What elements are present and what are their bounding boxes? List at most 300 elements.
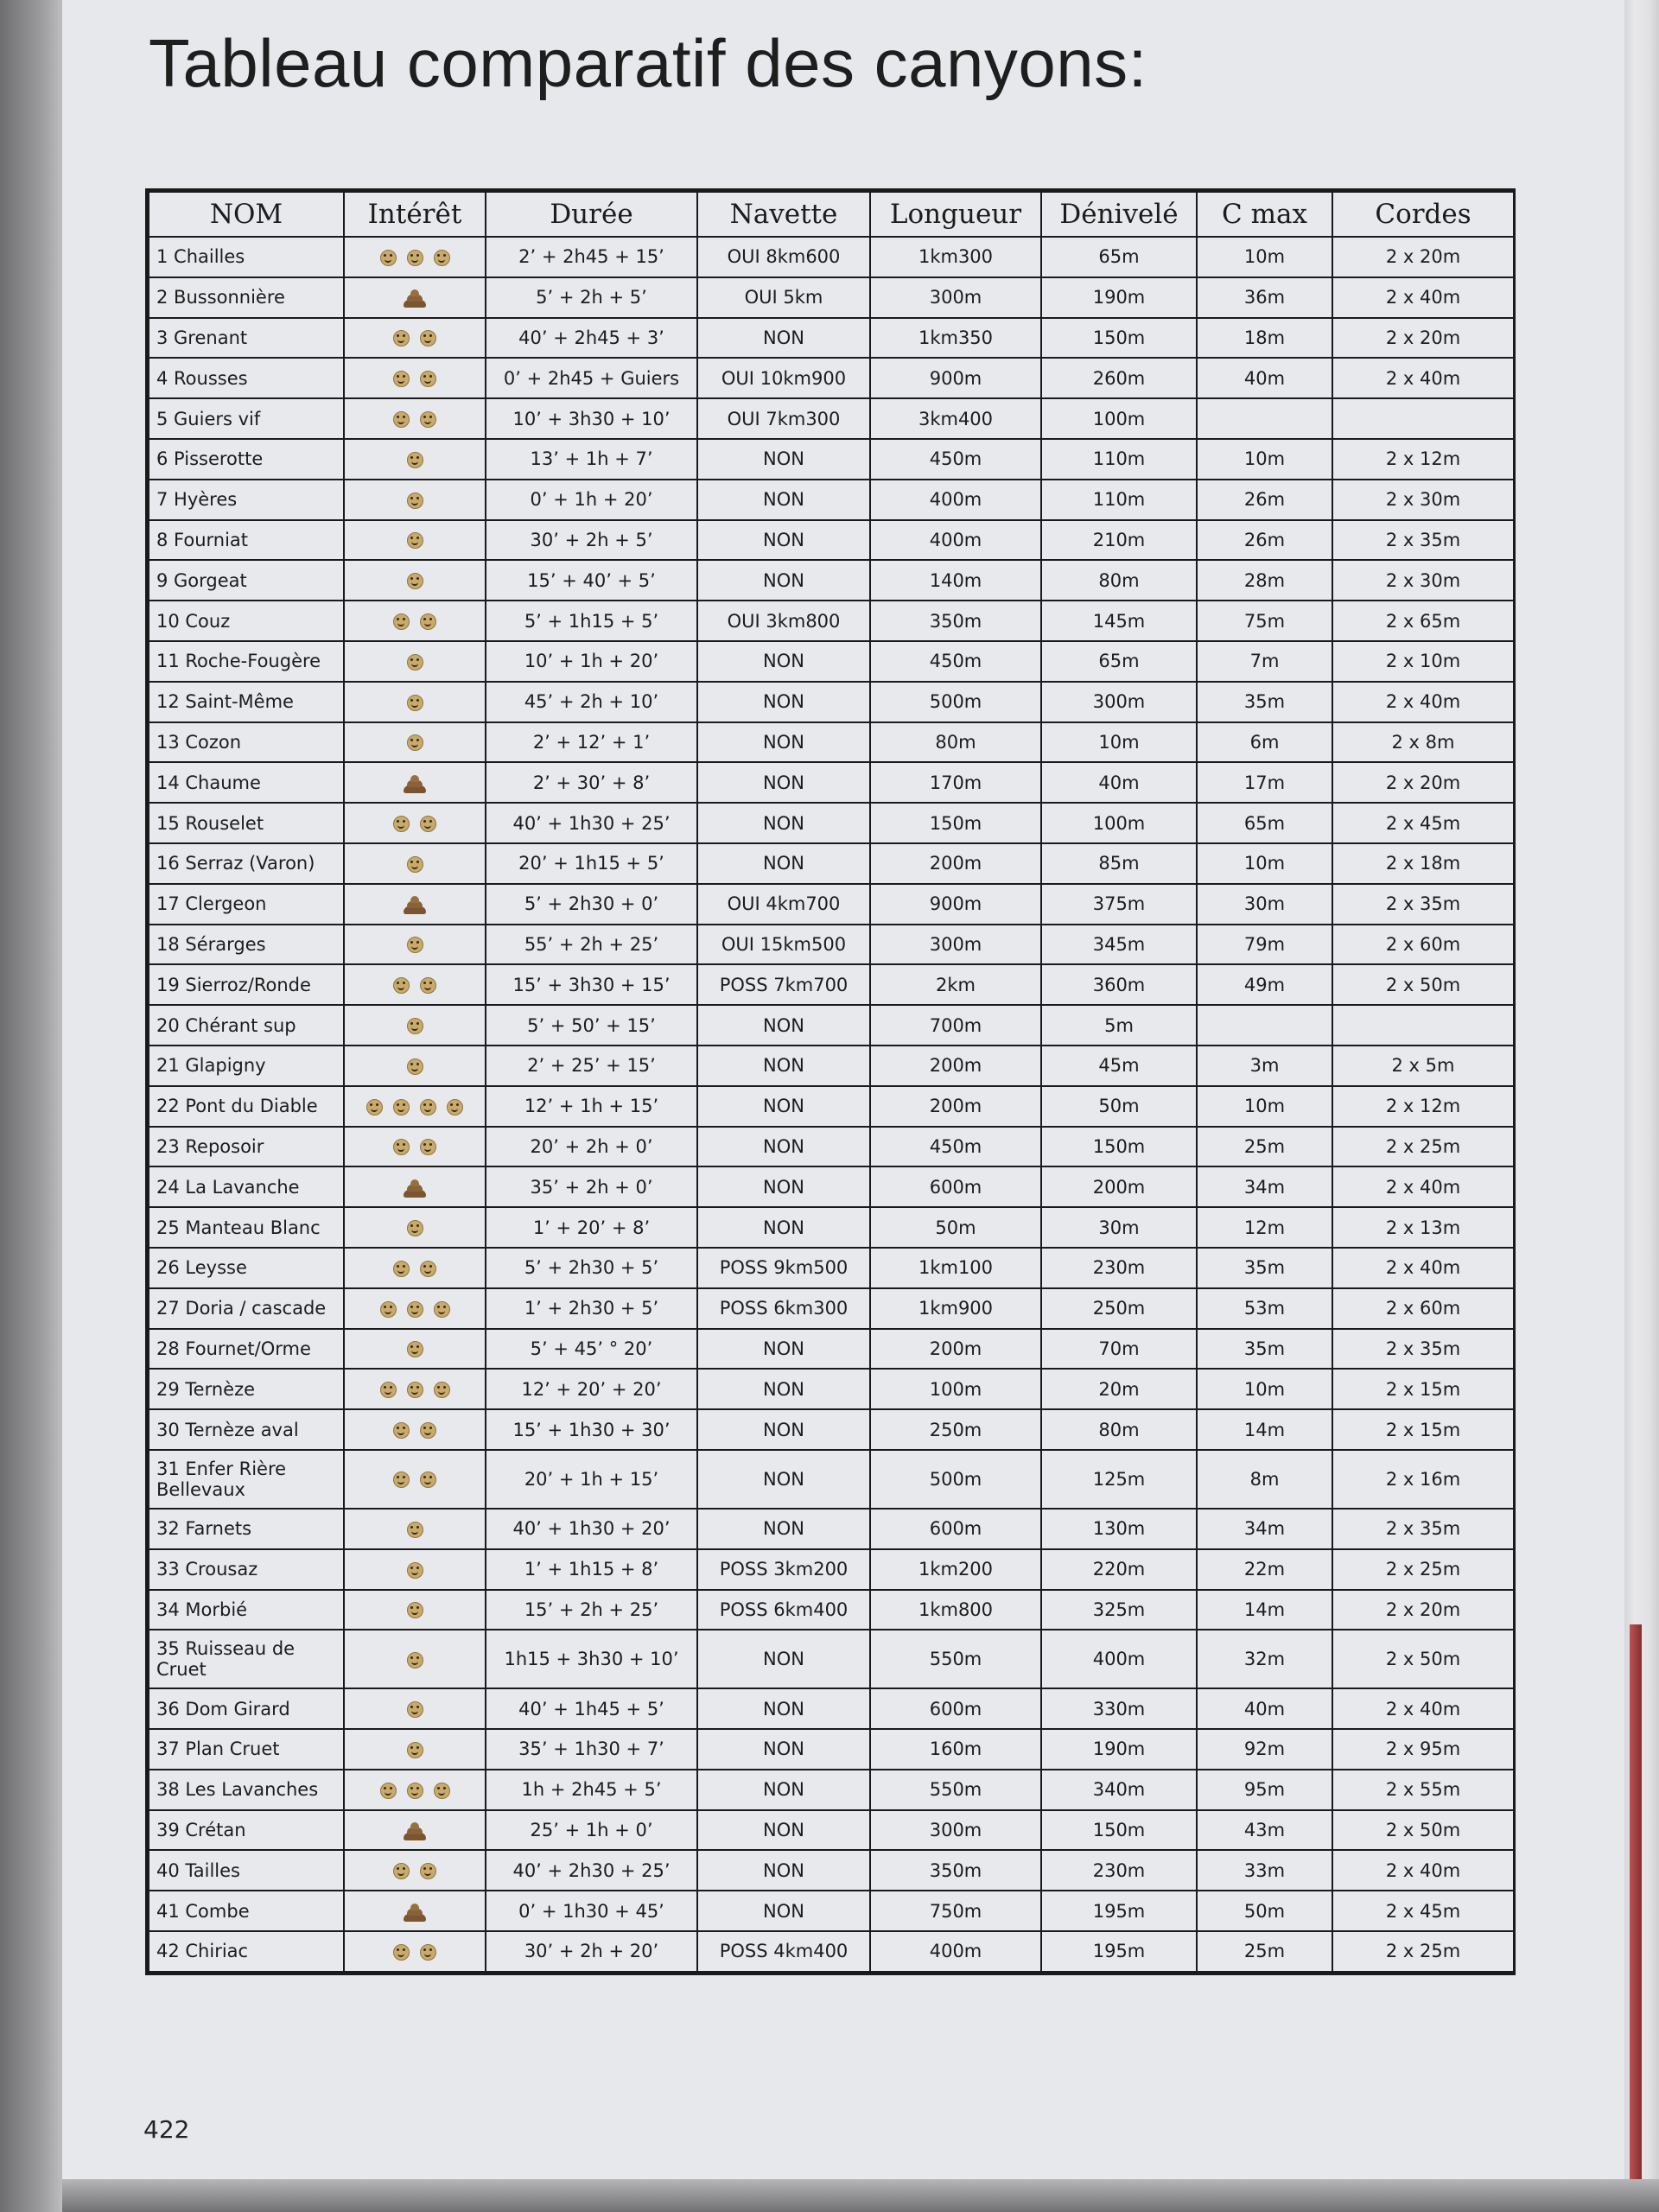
canyon-comparison-table — [145, 188, 1516, 1975]
cell-interet — [344, 803, 486, 843]
cell-cordes: 2 x 40m — [1332, 1850, 1514, 1891]
cell-name: 12 Saint-Même — [149, 682, 344, 722]
cell-cmax: 34m — [1197, 1509, 1332, 1549]
smiley-icon — [434, 1301, 450, 1318]
cell-duree: 30’ + 2h + 20’ — [486, 1931, 697, 1972]
cell-cordes: 2 x 15m — [1332, 1409, 1514, 1450]
cell-denivele: 65m — [1041, 237, 1197, 277]
cell-cmax: 26m — [1197, 480, 1332, 520]
cell-interet — [344, 1810, 486, 1851]
cell-denivele: 400m — [1041, 1630, 1197, 1688]
cell-cordes: 2 x 35m — [1332, 884, 1514, 925]
book-gutter-shadow — [0, 0, 69, 2212]
cell-cmax: 3m — [1197, 1046, 1332, 1086]
cell-cordes: 2 x 8m — [1332, 722, 1514, 763]
cell-interet — [344, 1850, 486, 1891]
cell-cordes: 2 x 20m — [1332, 762, 1514, 803]
cell-duree: 55’ + 2h + 25’ — [486, 925, 697, 965]
cell-cordes: 2 x 18m — [1332, 843, 1514, 884]
cell-cmax: 10m — [1197, 1086, 1332, 1127]
cell-cmax: 95m — [1197, 1770, 1332, 1810]
cell-cordes: 2 x 20m — [1332, 1590, 1514, 1630]
cell-denivele: 230m — [1041, 1248, 1197, 1288]
cell-navette: NON — [697, 1369, 870, 1409]
cell-navette: NON — [697, 682, 870, 722]
cell-duree: 1h15 + 3h30 + 10’ — [486, 1630, 697, 1688]
cell-name: 3 Grenant — [149, 318, 344, 359]
cell-denivele: 190m — [1041, 1729, 1197, 1770]
cell-denivele: 80m — [1041, 1409, 1197, 1450]
smiley-icon — [407, 452, 423, 468]
table-row — [149, 1810, 1514, 1851]
cell-interet — [344, 398, 486, 439]
cell-duree: 5’ + 1h15 + 5’ — [486, 601, 697, 641]
table-row — [149, 1127, 1514, 1167]
column-header-navette: Navette — [697, 192, 870, 237]
cell-longueur: 150m — [870, 803, 1041, 843]
smiley-icon — [434, 1382, 450, 1398]
cell-name: 14 Chaume — [149, 762, 344, 803]
cell-denivele: 110m — [1041, 439, 1197, 480]
cell-navette: OUI 8km600 — [697, 237, 870, 277]
table-row — [149, 1005, 1514, 1046]
cell-cmax: 53m — [1197, 1288, 1332, 1329]
smiley-icon — [380, 1783, 397, 1799]
poo-icon — [404, 1179, 426, 1198]
cell-longueur: 300m — [870, 1810, 1041, 1851]
cell-interet — [344, 358, 486, 398]
cell-name: 30 Ternèze aval — [149, 1409, 344, 1450]
cell-cmax: 43m — [1197, 1810, 1332, 1851]
cell-longueur: 200m — [870, 1086, 1041, 1127]
smiley-icon — [407, 654, 423, 671]
cell-name: 9 Gorgeat — [149, 560, 344, 601]
cell-cordes — [1332, 1005, 1514, 1046]
cell-cmax: 49m — [1197, 964, 1332, 1005]
cell-interet — [344, 682, 486, 722]
table-header-row — [149, 192, 1514, 237]
table-row — [149, 843, 1514, 884]
cell-name: 7 Hyères — [149, 480, 344, 520]
cell-cordes: 2 x 40m — [1332, 358, 1514, 398]
cell-navette: POSS 9km500 — [697, 1248, 870, 1288]
cell-navette: NON — [697, 1729, 870, 1770]
cell-denivele: 195m — [1041, 1931, 1197, 1972]
cell-cordes: 2 x 45m — [1332, 1891, 1514, 1931]
cell-name: 32 Farnets — [149, 1509, 344, 1549]
cell-denivele: 200m — [1041, 1166, 1197, 1207]
cell-denivele: 10m — [1041, 722, 1197, 763]
cell-cmax: 25m — [1197, 1127, 1332, 1167]
cell-cordes: 2 x 60m — [1332, 925, 1514, 965]
cell-cordes: 2 x 16m — [1332, 1450, 1514, 1509]
cell-navette: NON — [697, 762, 870, 803]
cell-cordes: 2 x 13m — [1332, 1207, 1514, 1248]
cell-denivele: 340m — [1041, 1770, 1197, 1810]
cell-cordes: 2 x 60m — [1332, 1288, 1514, 1329]
cell-longueur: 1km200 — [870, 1549, 1041, 1590]
cell-cmax: 79m — [1197, 925, 1332, 965]
cell-name: 28 Fournet/Orme — [149, 1329, 344, 1370]
cell-longueur: 80m — [870, 722, 1041, 763]
cell-cordes: 2 x 25m — [1332, 1127, 1514, 1167]
cell-duree: 35’ + 2h + 0’ — [486, 1166, 697, 1207]
cell-cordes: 2 x 30m — [1332, 480, 1514, 520]
cell-duree: 35’ + 1h30 + 7’ — [486, 1729, 697, 1770]
cell-interet — [344, 1127, 486, 1167]
cell-cmax: 28m — [1197, 560, 1332, 601]
cell-denivele: 375m — [1041, 884, 1197, 925]
cell-denivele: 150m — [1041, 1810, 1197, 1851]
cell-interet — [344, 560, 486, 601]
cell-duree: 1’ + 1h15 + 8’ — [486, 1549, 697, 1590]
cell-navette: NON — [697, 843, 870, 884]
smiley-icon — [407, 937, 423, 953]
cell-cordes: 2 x 12m — [1332, 1086, 1514, 1127]
cell-interet — [344, 843, 486, 884]
table-row — [149, 884, 1514, 925]
cell-name: 40 Tailles — [149, 1850, 344, 1891]
cell-longueur: 400m — [870, 520, 1041, 561]
table-row — [149, 1850, 1514, 1891]
cell-name: 37 Plan Cruet — [149, 1729, 344, 1770]
table-row — [149, 480, 1514, 520]
cell-duree: 13’ + 1h + 7’ — [486, 439, 697, 480]
cell-name: 17 Clergeon — [149, 884, 344, 925]
smiley-icon — [407, 1220, 423, 1236]
cell-longueur: 900m — [870, 358, 1041, 398]
cell-longueur: 160m — [870, 1729, 1041, 1770]
smiley-icon — [407, 1742, 423, 1758]
cell-cordes: 2 x 40m — [1332, 1688, 1514, 1729]
table-row — [149, 318, 1514, 359]
cell-longueur: 200m — [870, 843, 1041, 884]
table-row — [149, 1509, 1514, 1549]
cell-longueur: 50m — [870, 1207, 1041, 1248]
table-row — [149, 398, 1514, 439]
smiley-icon — [420, 613, 436, 630]
cell-cmax: 32m — [1197, 1630, 1332, 1688]
smiley-icon — [393, 411, 410, 428]
cell-interet — [344, 1688, 486, 1729]
cell-longueur: 750m — [870, 1891, 1041, 1931]
table-row — [149, 762, 1514, 803]
cell-interet — [344, 1931, 486, 1972]
table-row — [149, 641, 1514, 682]
cell-cmax: 6m — [1197, 722, 1332, 763]
cell-cordes: 2 x 12m — [1332, 439, 1514, 480]
cell-duree: 40’ + 1h30 + 20’ — [486, 1509, 697, 1549]
cell-name: 35 Ruisseau de Cruet — [149, 1630, 344, 1688]
cell-denivele: 45m — [1041, 1046, 1197, 1086]
cell-denivele: 330m — [1041, 1688, 1197, 1729]
cell-duree: 40’ + 1h45 + 5’ — [486, 1688, 697, 1729]
cell-longueur: 170m — [870, 762, 1041, 803]
cell-duree: 5’ + 45’ ° 20’ — [486, 1329, 697, 1370]
cell-cmax: 34m — [1197, 1166, 1332, 1207]
smiley-icon — [393, 371, 410, 387]
cell-navette: NON — [697, 1086, 870, 1127]
column-header-duree: Durée — [486, 192, 697, 237]
smiley-icon — [393, 330, 410, 346]
table-row — [149, 1369, 1514, 1409]
cell-cmax: 12m — [1197, 1207, 1332, 1248]
cell-denivele: 145m — [1041, 601, 1197, 641]
cell-cordes: 2 x 95m — [1332, 1729, 1514, 1770]
cell-cmax: 8m — [1197, 1450, 1332, 1509]
cell-navette: NON — [697, 1046, 870, 1086]
cell-duree: 30’ + 2h + 5’ — [486, 520, 697, 561]
cell-duree: 5’ + 2h30 + 5’ — [486, 1248, 697, 1288]
cell-interet — [344, 884, 486, 925]
smiley-icon — [393, 816, 410, 832]
smiley-icon — [380, 250, 397, 266]
cell-longueur: 1km300 — [870, 237, 1041, 277]
cell-cordes: 2 x 5m — [1332, 1046, 1514, 1086]
cell-duree: 1’ + 2h30 + 5’ — [486, 1288, 697, 1329]
cell-interet — [344, 277, 486, 318]
cell-duree: 15’ + 3h30 + 15’ — [486, 964, 697, 1005]
cell-longueur: 600m — [870, 1509, 1041, 1549]
table-row — [149, 1770, 1514, 1810]
cell-longueur: 550m — [870, 1630, 1041, 1688]
cell-denivele: 130m — [1041, 1509, 1197, 1549]
cell-longueur: 300m — [870, 925, 1041, 965]
cell-denivele: 125m — [1041, 1450, 1197, 1509]
table-row — [149, 964, 1514, 1005]
smiley-icon — [420, 816, 436, 832]
smiley-icon — [434, 1783, 450, 1799]
cell-cmax: 35m — [1197, 1329, 1332, 1370]
cell-duree: 5’ + 2h30 + 0’ — [486, 884, 697, 925]
cell-name: 36 Dom Girard — [149, 1688, 344, 1729]
cell-navette: NON — [697, 1770, 870, 1810]
smiley-icon — [393, 977, 410, 994]
cell-name: 33 Crousaz — [149, 1549, 344, 1590]
cell-interet — [344, 1369, 486, 1409]
cell-longueur: 1km900 — [870, 1288, 1041, 1329]
cell-interet — [344, 1590, 486, 1630]
cell-longueur: 400m — [870, 480, 1041, 520]
cell-cordes: 2 x 40m — [1332, 1248, 1514, 1288]
cell-denivele: 100m — [1041, 398, 1197, 439]
cell-longueur: 250m — [870, 1409, 1041, 1450]
cell-interet — [344, 1288, 486, 1329]
cell-cmax: 75m — [1197, 601, 1332, 641]
cell-interet — [344, 1509, 486, 1549]
table-body — [149, 237, 1514, 1972]
cell-duree: 10’ + 3h30 + 10’ — [486, 398, 697, 439]
cell-navette: NON — [697, 1850, 870, 1891]
page-number: 422 — [143, 2115, 190, 2144]
cell-denivele: 260m — [1041, 358, 1197, 398]
cell-duree: 5’ + 2h + 5’ — [486, 277, 697, 318]
smiley-icon — [393, 1471, 410, 1488]
cell-cmax: 14m — [1197, 1590, 1332, 1630]
cell-duree: 20’ + 1h15 + 5’ — [486, 843, 697, 884]
cell-duree: 2’ + 30’ + 8’ — [486, 762, 697, 803]
cell-cmax: 50m — [1197, 1891, 1332, 1931]
cell-name: 8 Fourniat — [149, 520, 344, 561]
smiley-icon — [407, 1652, 423, 1669]
cell-denivele: 220m — [1041, 1549, 1197, 1590]
cell-longueur: 350m — [870, 601, 1041, 641]
cell-navette: NON — [697, 480, 870, 520]
table-row — [149, 1086, 1514, 1127]
cell-interet — [344, 1329, 486, 1370]
cell-cmax: 40m — [1197, 358, 1332, 398]
smiley-icon — [393, 1099, 410, 1116]
cell-duree: 20’ + 1h + 15’ — [486, 1450, 697, 1509]
table-row — [149, 1409, 1514, 1450]
cell-navette: OUI 3km800 — [697, 601, 870, 641]
poo-icon — [404, 774, 426, 793]
cell-name: 27 Doria / cascade — [149, 1288, 344, 1329]
cell-cordes: 2 x 40m — [1332, 682, 1514, 722]
cell-name: 4 Rousses — [149, 358, 344, 398]
table-row — [149, 237, 1514, 277]
smiley-icon — [407, 573, 423, 589]
cell-interet — [344, 1450, 486, 1509]
cell-duree: 15’ + 2h + 25’ — [486, 1590, 697, 1630]
cell-longueur: 200m — [870, 1046, 1041, 1086]
cell-longueur: 1km800 — [870, 1590, 1041, 1630]
column-header-longueur: Longueur — [870, 192, 1041, 237]
smiley-icon — [407, 695, 423, 711]
cell-name: 5 Guiers vif — [149, 398, 344, 439]
cell-name: 2 Bussonnière — [149, 277, 344, 318]
cell-duree: 5’ + 50’ + 15’ — [486, 1005, 697, 1046]
smiley-icon — [407, 1522, 423, 1538]
cell-denivele: 300m — [1041, 682, 1197, 722]
cell-interet — [344, 1166, 486, 1207]
smiley-icon — [420, 330, 436, 346]
cell-navette: NON — [697, 439, 870, 480]
table-row — [149, 277, 1514, 318]
smiley-icon — [393, 613, 410, 630]
table-row — [149, 1931, 1514, 1972]
cell-interet — [344, 1248, 486, 1288]
cell-longueur: 1km100 — [870, 1248, 1041, 1288]
cell-duree: 25’ + 1h + 0’ — [486, 1810, 697, 1851]
cell-denivele: 110m — [1041, 480, 1197, 520]
smiley-icon — [407, 1783, 423, 1799]
cell-name: 22 Pont du Diable — [149, 1086, 344, 1127]
smiley-icon — [407, 1058, 423, 1075]
poo-icon — [404, 895, 426, 914]
cell-navette: NON — [697, 1630, 870, 1688]
table-row — [149, 722, 1514, 763]
smiley-icon — [407, 1562, 423, 1579]
cell-duree: 0’ + 1h30 + 45’ — [486, 1891, 697, 1931]
cell-cmax: 33m — [1197, 1850, 1332, 1891]
cell-longueur: 300m — [870, 277, 1041, 318]
cell-cordes: 2 x 50m — [1332, 1810, 1514, 1851]
cell-interet — [344, 1409, 486, 1450]
cell-navette: OUI 10km900 — [697, 358, 870, 398]
cell-duree: 2’ + 2h45 + 15’ — [486, 237, 697, 277]
cell-name: 25 Manteau Blanc — [149, 1207, 344, 1248]
table-row — [149, 358, 1514, 398]
smiley-icon — [407, 532, 423, 549]
cell-cordes: 2 x 50m — [1332, 964, 1514, 1005]
cell-name: 26 Leysse — [149, 1248, 344, 1288]
cell-longueur: 450m — [870, 641, 1041, 682]
cell-denivele: 80m — [1041, 560, 1197, 601]
cell-name: 34 Morbié — [149, 1590, 344, 1630]
cell-name: 15 Rouselet — [149, 803, 344, 843]
cell-cmax: 14m — [1197, 1409, 1332, 1450]
cell-navette: NON — [697, 1450, 870, 1509]
table-row — [149, 1329, 1514, 1370]
smiley-icon — [407, 856, 423, 873]
cell-duree: 2’ + 25’ + 15’ — [486, 1046, 697, 1086]
cell-navette: NON — [697, 1688, 870, 1729]
cell-cordes: 2 x 20m — [1332, 237, 1514, 277]
cell-denivele: 325m — [1041, 1590, 1197, 1630]
cell-navette: NON — [697, 318, 870, 359]
cell-denivele: 195m — [1041, 1891, 1197, 1931]
cell-navette: NON — [697, 1409, 870, 1450]
table-row — [149, 1166, 1514, 1207]
cell-interet — [344, 1086, 486, 1127]
cell-interet — [344, 1046, 486, 1086]
cell-navette: OUI 5km — [697, 277, 870, 318]
cell-longueur: 1km350 — [870, 318, 1041, 359]
cell-cmax: 30m — [1197, 884, 1332, 925]
cell-navette: OUI 7km300 — [697, 398, 870, 439]
poo-icon — [404, 1903, 426, 1922]
table-row — [149, 682, 1514, 722]
cell-interet — [344, 1630, 486, 1688]
cell-denivele: 5m — [1041, 1005, 1197, 1046]
cell-cordes: 2 x 35m — [1332, 1329, 1514, 1370]
cell-longueur: 600m — [870, 1166, 1041, 1207]
cell-navette: NON — [697, 1005, 870, 1046]
smiley-icon — [407, 1602, 423, 1618]
table-row — [149, 1450, 1514, 1509]
cell-name: 20 Chérant sup — [149, 1005, 344, 1046]
cell-cmax: 35m — [1197, 682, 1332, 722]
cell-name: 23 Reposoir — [149, 1127, 344, 1167]
cell-cmax: 10m — [1197, 1369, 1332, 1409]
cell-cordes: 2 x 25m — [1332, 1931, 1514, 1972]
cell-name: 16 Serraz (Varon) — [149, 843, 344, 884]
cell-cmax: 35m — [1197, 1248, 1332, 1288]
table-row — [149, 1590, 1514, 1630]
cell-navette: NON — [697, 1166, 870, 1207]
cell-navette: NON — [697, 641, 870, 682]
table-row — [149, 520, 1514, 561]
cell-cmax: 10m — [1197, 237, 1332, 277]
column-header-nom: NOM — [149, 192, 344, 237]
smiley-icon — [393, 1944, 410, 1961]
smiley-icon — [420, 1139, 436, 1155]
smiley-icon — [420, 1422, 436, 1439]
cell-navette: NON — [697, 803, 870, 843]
cell-longueur: 900m — [870, 884, 1041, 925]
cell-navette: NON — [697, 1509, 870, 1549]
smiley-icon — [420, 411, 436, 428]
cell-cmax: 22m — [1197, 1549, 1332, 1590]
cell-interet — [344, 601, 486, 641]
smiley-icon — [393, 1863, 410, 1879]
cell-navette: NON — [697, 1329, 870, 1370]
table-row — [149, 439, 1514, 480]
cell-cmax — [1197, 1005, 1332, 1046]
cell-cmax — [1197, 398, 1332, 439]
cell-cordes: 2 x 35m — [1332, 1509, 1514, 1549]
